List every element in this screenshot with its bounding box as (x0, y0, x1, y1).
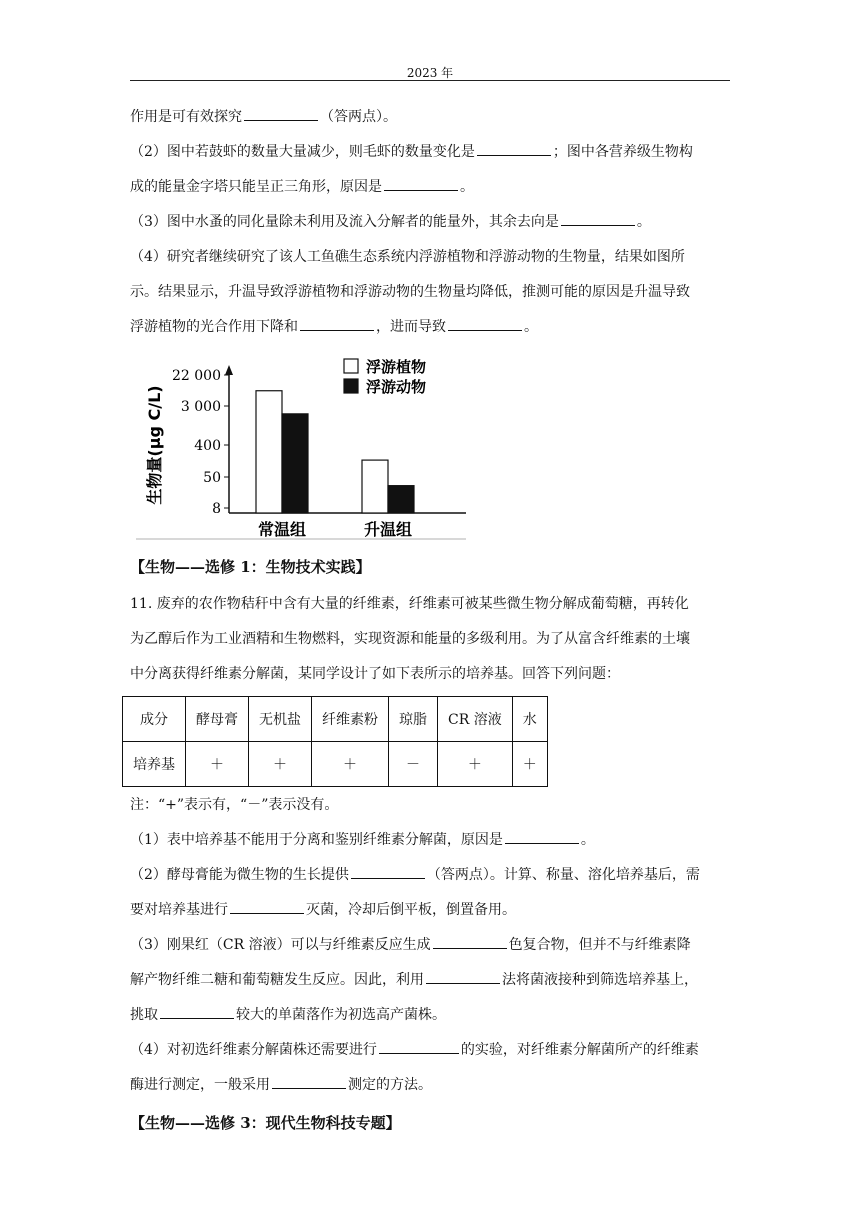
text: 色复合物，但并不与纤维素降 (508, 937, 691, 953)
answer-blank[interactable] (300, 312, 374, 331)
q11-part3-line3 (130, 998, 730, 1033)
table-header-row (123, 697, 548, 742)
q11-part4-line1 (130, 1033, 730, 1068)
y-axis-arrow (225, 365, 233, 375)
table-cell: 培养基 (123, 742, 186, 787)
biomass-chart (136, 353, 466, 543)
y-tick-label: 22 000 (172, 368, 221, 384)
table-row (123, 742, 548, 787)
table-header-cell: 成分 (123, 697, 186, 742)
q10-part2-line1 (130, 135, 730, 170)
text: （3）刚果红（CR 溶液）可以与纤维素反应生成 (130, 937, 431, 953)
q10-part2-line2 (130, 170, 730, 205)
q10-part3 (130, 205, 730, 240)
q11-part2-line1 (130, 858, 730, 893)
q11-intro-line2: 为乙醇后作为工业酒精和生物燃料，实现资源和能量的多级利用。为了从富含纤维素的土壤 (130, 631, 690, 647)
table-note: 注：“+”表示有，“－”表示没有。 (130, 797, 339, 813)
text: （1）表中培养基不能用于分离和鉴别纤维素分解菌，原因是 (130, 832, 503, 848)
text: 。 (580, 832, 595, 848)
text: 测定的方法。 (348, 1077, 432, 1093)
text: 浮游植物的光合作用下降和 (130, 319, 298, 335)
text: （答两点）。计算、称量、溶化培养基后，需 (426, 867, 700, 883)
text: （4）对初选纤维素分解菌株还需要进行 (130, 1042, 377, 1058)
text: 较大的单菌落作为初选高产菌株。 (236, 1007, 446, 1023)
answer-blank[interactable] (379, 1035, 459, 1054)
answer-blank[interactable] (561, 207, 635, 226)
q11-intro-line1: 11. 废弃的农作物秸秆中含有大量的纤维素，纤维素可被某些微生物分解成葡萄糖，再转化 (130, 596, 689, 612)
answer-blank[interactable] (272, 1070, 346, 1089)
table-header-cell: 纤维素粉 (312, 697, 389, 742)
text: 作用是可有效探究 (130, 109, 242, 125)
answer-blank[interactable] (426, 965, 500, 984)
table-cell: ＋ (312, 742, 389, 787)
legend-label: 浮游动物 (366, 378, 427, 396)
text: 要对培养基进行 (130, 902, 228, 918)
header-year: 2023 年 (406, 66, 454, 80)
bar (282, 414, 308, 513)
q11-part2-line2 (130, 893, 730, 928)
text: （答两点）。 (320, 109, 397, 125)
x-tick-label: 升温组 (363, 520, 413, 539)
text: 。 (460, 179, 474, 195)
table-header-cell: 酵母膏 (186, 697, 249, 742)
text: 挑取 (130, 1007, 158, 1023)
x-tick-label: 常温组 (257, 520, 307, 539)
text: ；图中各营养级生物构 (552, 144, 693, 160)
y-axis-label: 生物量(μg C/L) (145, 385, 164, 505)
answer-blank[interactable] (505, 825, 579, 844)
q11-part3-line1 (130, 928, 730, 963)
text: （2）图中若鼓虾的数量大量减少，则毛虾的数量变化是 (130, 144, 475, 160)
q11-part3-line2 (130, 963, 730, 998)
answer-blank[interactable] (448, 312, 522, 331)
table-cell: ＋ (438, 742, 513, 787)
table-header-cell: 水 (512, 697, 547, 742)
answer-blank[interactable] (433, 930, 507, 949)
culture-medium-table (122, 696, 548, 787)
text: （2）酵母膏能为微生物的生长提供 (130, 867, 349, 883)
answer-blank[interactable] (230, 895, 304, 914)
biomass-chart-svg (136, 353, 466, 543)
y-tick-label: 400 (194, 438, 221, 454)
answer-blank[interactable] (244, 102, 318, 121)
legend-label: 浮游植物 (366, 358, 427, 376)
section-elective-3-title: 【生物——选修 3：现代生物科技专题】 (130, 1114, 401, 1132)
bar (362, 460, 388, 513)
y-tick-label: 3 000 (180, 399, 221, 415)
answer-blank[interactable] (160, 1000, 234, 1019)
table-header-cell: 琼脂 (389, 697, 438, 742)
y-tick-label: 8 (212, 501, 221, 517)
text: （3）图中水蚤的同化量除未利用及流入分解者的能量外，其余去向是 (130, 214, 559, 230)
table-cell: ＋ (512, 742, 547, 787)
legend-swatch (344, 379, 358, 393)
text: 的实验，对纤维素分解菌所产的纤维素 (460, 1042, 699, 1058)
q11-part1 (130, 823, 730, 858)
text: 灭菌，冷却后倒平板，倒置备用。 (306, 902, 516, 918)
page-header (130, 0, 730, 81)
q11-part4-line2 (130, 1068, 730, 1103)
table-cell: ＋ (249, 742, 312, 787)
text: 成的能量金字塔只能呈正三角形，原因是 (130, 179, 382, 195)
answer-blank[interactable] (384, 172, 458, 191)
table-header-cell: 无机盐 (249, 697, 312, 742)
q10-part4-line3 (130, 310, 730, 345)
text: 。 (524, 319, 538, 335)
table-cell: － (389, 742, 438, 787)
text: 法将菌液接种到筛选培养基上， (502, 972, 698, 988)
table-cell: ＋ (186, 742, 249, 787)
section-elective-1-title: 【生物——选修 1：生物技术实践】 (130, 558, 371, 576)
bar (256, 391, 282, 513)
q11-intro-line3: 中分离获得纤维素分解菌，某同学设计了如下表所示的培养基。回答下列问题： (130, 666, 620, 682)
text: ，进而导致 (376, 319, 446, 335)
q10-continuation (130, 100, 730, 135)
text: 酶进行测定，一般采用 (130, 1077, 270, 1093)
table-header-cell: CR 溶液 (438, 697, 513, 742)
answer-blank[interactable] (351, 860, 425, 879)
legend-swatch (344, 359, 358, 373)
answer-blank[interactable] (477, 137, 551, 156)
q10-part4-line1: （4）研究者继续研究了该人工鱼礁生态系统内浮游植物和浮游动物的生物量，结果如图所 (130, 249, 685, 265)
q10-part4-line2: 示。结果显示，升温导致浮游植物和浮游动物的生物量均降低，推测可能的原因是升温导致 (130, 284, 690, 300)
y-tick-label: 50 (203, 470, 221, 486)
text: 解产物纤维二糖和葡萄糖发生反应。因此，利用 (130, 972, 424, 988)
document-body (130, 100, 730, 1143)
bar (388, 486, 414, 513)
text: 。 (636, 214, 651, 230)
